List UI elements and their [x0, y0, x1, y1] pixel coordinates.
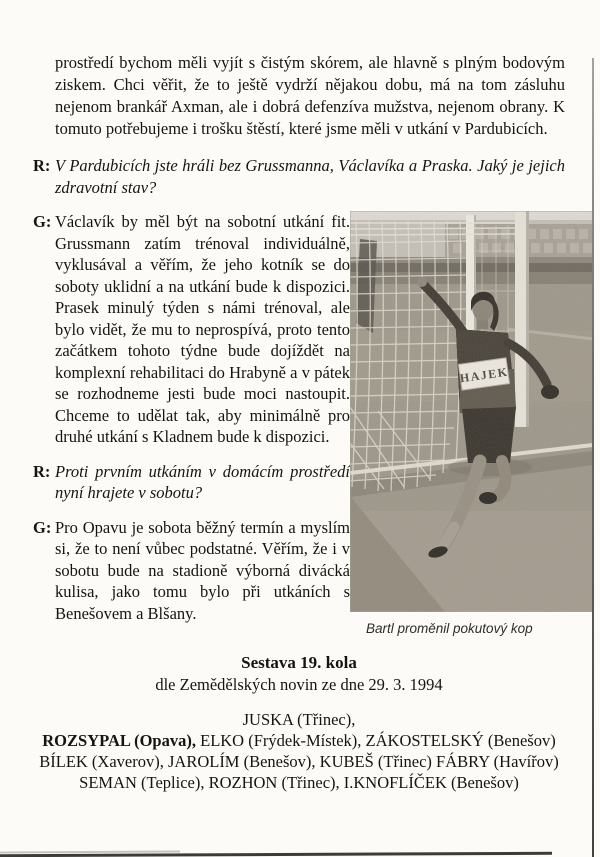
speaker-label: R:: [33, 461, 51, 481]
scan-edge-right: [592, 58, 594, 857]
photo-column: [350, 211, 593, 636]
speaker-label: G:: [33, 212, 52, 231]
question-2: [33, 461, 350, 504]
lineup-row-defenders: [33, 730, 565, 751]
answer-2-text: Pro Opavu je sobota běžný termín a myslím si, že to není vůbec podstatné. Věřím, že i v sobotu bude na stadioně výborná divácká kulisa, jako tomu bylo při utkáních s Benešovem a Blšany.: [55, 517, 350, 623]
question-1-text: V Pardubicích jste hráli bez Grussmanna, Václavíka a Praska. Jaký je jejich zdravotní stav?: [55, 156, 565, 197]
page-content: [33, 52, 565, 793]
lineup-bold-player: ROZSYPAL (Opava),: [42, 731, 196, 750]
lineup-row-goalkeeper: JUSKA (Třinec),: [242, 710, 356, 729]
lineup-row-midfielders: BÍLEK (Xaverov), JAROLÍM (Benešov), KUBEŠ (Třinec) FÁBRY (Havířov): [39, 752, 559, 771]
interview-column: [33, 211, 350, 637]
intro-paragraph: prostředí bychom měli vyjít s čistým skórem, ale hlavně s plným bodovým ziskem. Chci věřit, že to ještě vydrží nějakou dobu, má na tom zásluhu nejenom brankář Axman, ale i dobrá defenzíva mužstva, nejenom obrany. K tomuto potřebujeme i trošku štěstí, které jsme měli v utkání v Pardubicích.: [55, 53, 565, 138]
speaker-label: R:: [33, 156, 51, 175]
lineup-rest-players: ELKO (Frýdek-Místek), ZÁKOSTELSKÝ (Benešov): [195, 731, 556, 750]
lineup-subtitle: dle Zemědělských novin ze dne 29. 3. 1994: [155, 675, 443, 694]
jersey-sponsor-text: HAJEK: [458, 364, 510, 386]
answer-1: [33, 211, 350, 448]
football-photo: [350, 211, 593, 612]
lineup-section: [33, 652, 565, 793]
lineup-list: [33, 709, 565, 793]
question-2-text: Proti prvním utkáním v domácím prostředí nyní hrajete v sobotu?: [55, 461, 350, 502]
speaker-label: G:: [33, 517, 52, 537]
photo-caption: Bartl proměnil pokutový kop: [366, 621, 533, 636]
lineup-row-forwards: SEMAN (Teplice), ROZHON (Třinec), I.KNOFLÍČEK (Benešov): [79, 773, 519, 792]
question-1: [33, 155, 565, 198]
answer-1-text: Václavík by měl být na sobotní utkání fit. Grussmann zatím trénoval individuálně, vyklusával a věřím, že jeho kotník se do soboty uklidní a na utkání bude k dispozici. Prasek minulý týden s námi trénoval, ale bylo vidět, že mu to neprospívá, proto tento začátkem tohoto týdne bude dojíždět na komplexní rehabilitaci do Hrabyně a v pátek se rozhodneme jesti bude moci nastoupit. Chceme to udělat tak, aby minimálně pro druhé utkání s Kladnem bude k dispozici.: [55, 212, 350, 446]
text-photo-row: [33, 211, 565, 637]
answer-2: [33, 517, 350, 625]
lineup-title: Sestava 19. kola: [241, 653, 357, 672]
